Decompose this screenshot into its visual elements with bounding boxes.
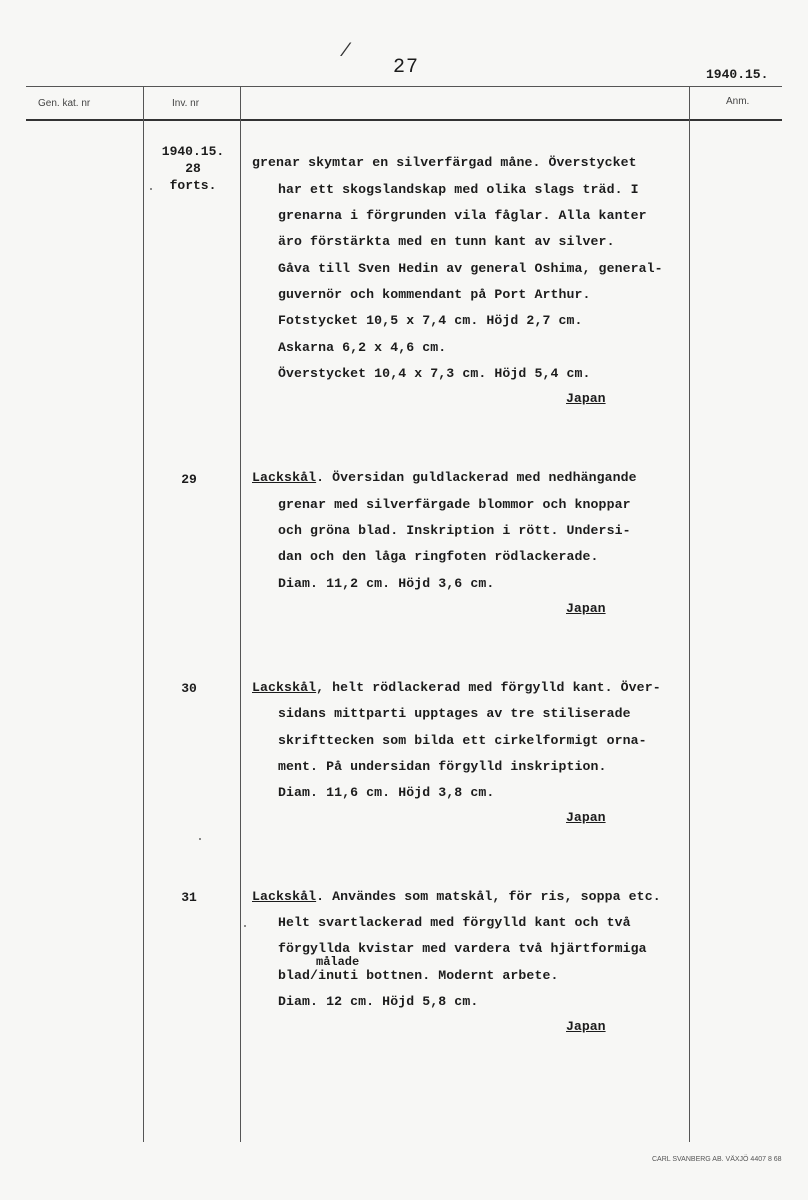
item-title: Lackskål [252, 470, 317, 485]
description-line: Gåva till Sven Hedin av general Oshima, general- [278, 261, 663, 276]
description-text: , helt rödlackerad med förgylld kant. Över- [316, 680, 661, 695]
description-line: och gröna blad. Inskription i rött. Undersi- [278, 523, 631, 538]
printer-footer: CARL SVANBERG AB. VÄXJÖ 4407 8 68 [652, 1156, 782, 1163]
column-header-inv-nr: Inv. nr [172, 98, 200, 109]
item-title: Lackskål [252, 889, 317, 904]
description-text: . Översidan guldlackerad med nedhängande [316, 470, 637, 485]
item-title: Lackskål [252, 680, 317, 695]
description-line: förgyllda kvistar med vardera två hjärtformiga [278, 941, 647, 956]
column-header-gen-kat-nr: Gen. kat. nr [38, 98, 91, 109]
description-first-line [252, 470, 637, 485]
description-line: Helt svartlackerad med förgylld kant och två [278, 915, 631, 930]
description-line: äro förstärkta med en tunn kant av silver. [278, 234, 615, 249]
description-line: Fotstycket 10,5 x 7,4 cm. Höjd 2,7 cm. [278, 313, 583, 328]
origin-label: Japan [566, 810, 606, 825]
description-line: guvernör och kommendant på Port Arthur. [278, 287, 591, 302]
description-line: Askarna 6,2 x 4,6 cm. [278, 340, 447, 355]
page-number: 27 [393, 56, 420, 79]
inventory-number-30: 30 [181, 681, 197, 696]
inventory-number-28-forts: 1940.15. 28 forts. [161, 144, 225, 193]
description-line: skrifttecken som bilda ett cirkelformigt orna- [278, 733, 647, 748]
scan-speck [150, 188, 152, 190]
header-top-rule [26, 86, 782, 87]
column-divider-3 [689, 87, 690, 1142]
description-line: ment. På undersidan förgylld inskription. [278, 759, 607, 774]
column-divider-2 [240, 87, 241, 1142]
description-line: blad/inuti bottnen. Modernt arbete. [278, 968, 559, 983]
description-first-line [252, 680, 661, 695]
inventory-number-31: 31 [181, 890, 197, 905]
handwritten-insert: målade [316, 955, 360, 969]
description-line: grenarna i förgrunden vila fåglar. Alla kanter [278, 208, 647, 223]
origin-label: Japan [566, 1019, 606, 1034]
origin-label: Japan [566, 601, 606, 616]
inventory-number-29: 29 [181, 472, 197, 487]
description-line: Diam. 11,2 cm. Höjd 3,6 cm. [278, 576, 495, 591]
description-line: Överstycket 10,4 x 7,3 cm. Höjd 5,4 cm. [278, 366, 591, 381]
description-line: grenar med silverfärgade blommor och knoppar [278, 497, 631, 512]
description-line: dan och den låga ringfoten rödlackerade. [278, 549, 599, 564]
description-line: Diam. 12 cm. Höjd 5,8 cm. [278, 994, 479, 1009]
column-header-anm: Anm. [726, 96, 750, 107]
catalog-number: 1940.15. [706, 67, 769, 82]
header-bottom-rule [26, 119, 782, 121]
handwritten-mark: / [340, 42, 351, 62]
column-divider-1 [143, 87, 144, 1142]
description-line: sidans mittparti upptages av tre stiliserade [278, 706, 631, 721]
description-text: . Användes som matskål, för ris, soppa etc. [316, 889, 661, 904]
description-line: har ett skogslandskap med olika slags träd. I [278, 182, 639, 197]
origin-label: Japan [566, 391, 606, 406]
scan-speck [199, 838, 201, 840]
description-line: grenar skymtar en silverfärgad måne. Överstycket [252, 155, 637, 170]
description-line: Diam. 11,6 cm. Höjd 3,8 cm. [278, 785, 495, 800]
scan-speck [244, 925, 246, 927]
description-first-line [252, 889, 661, 904]
